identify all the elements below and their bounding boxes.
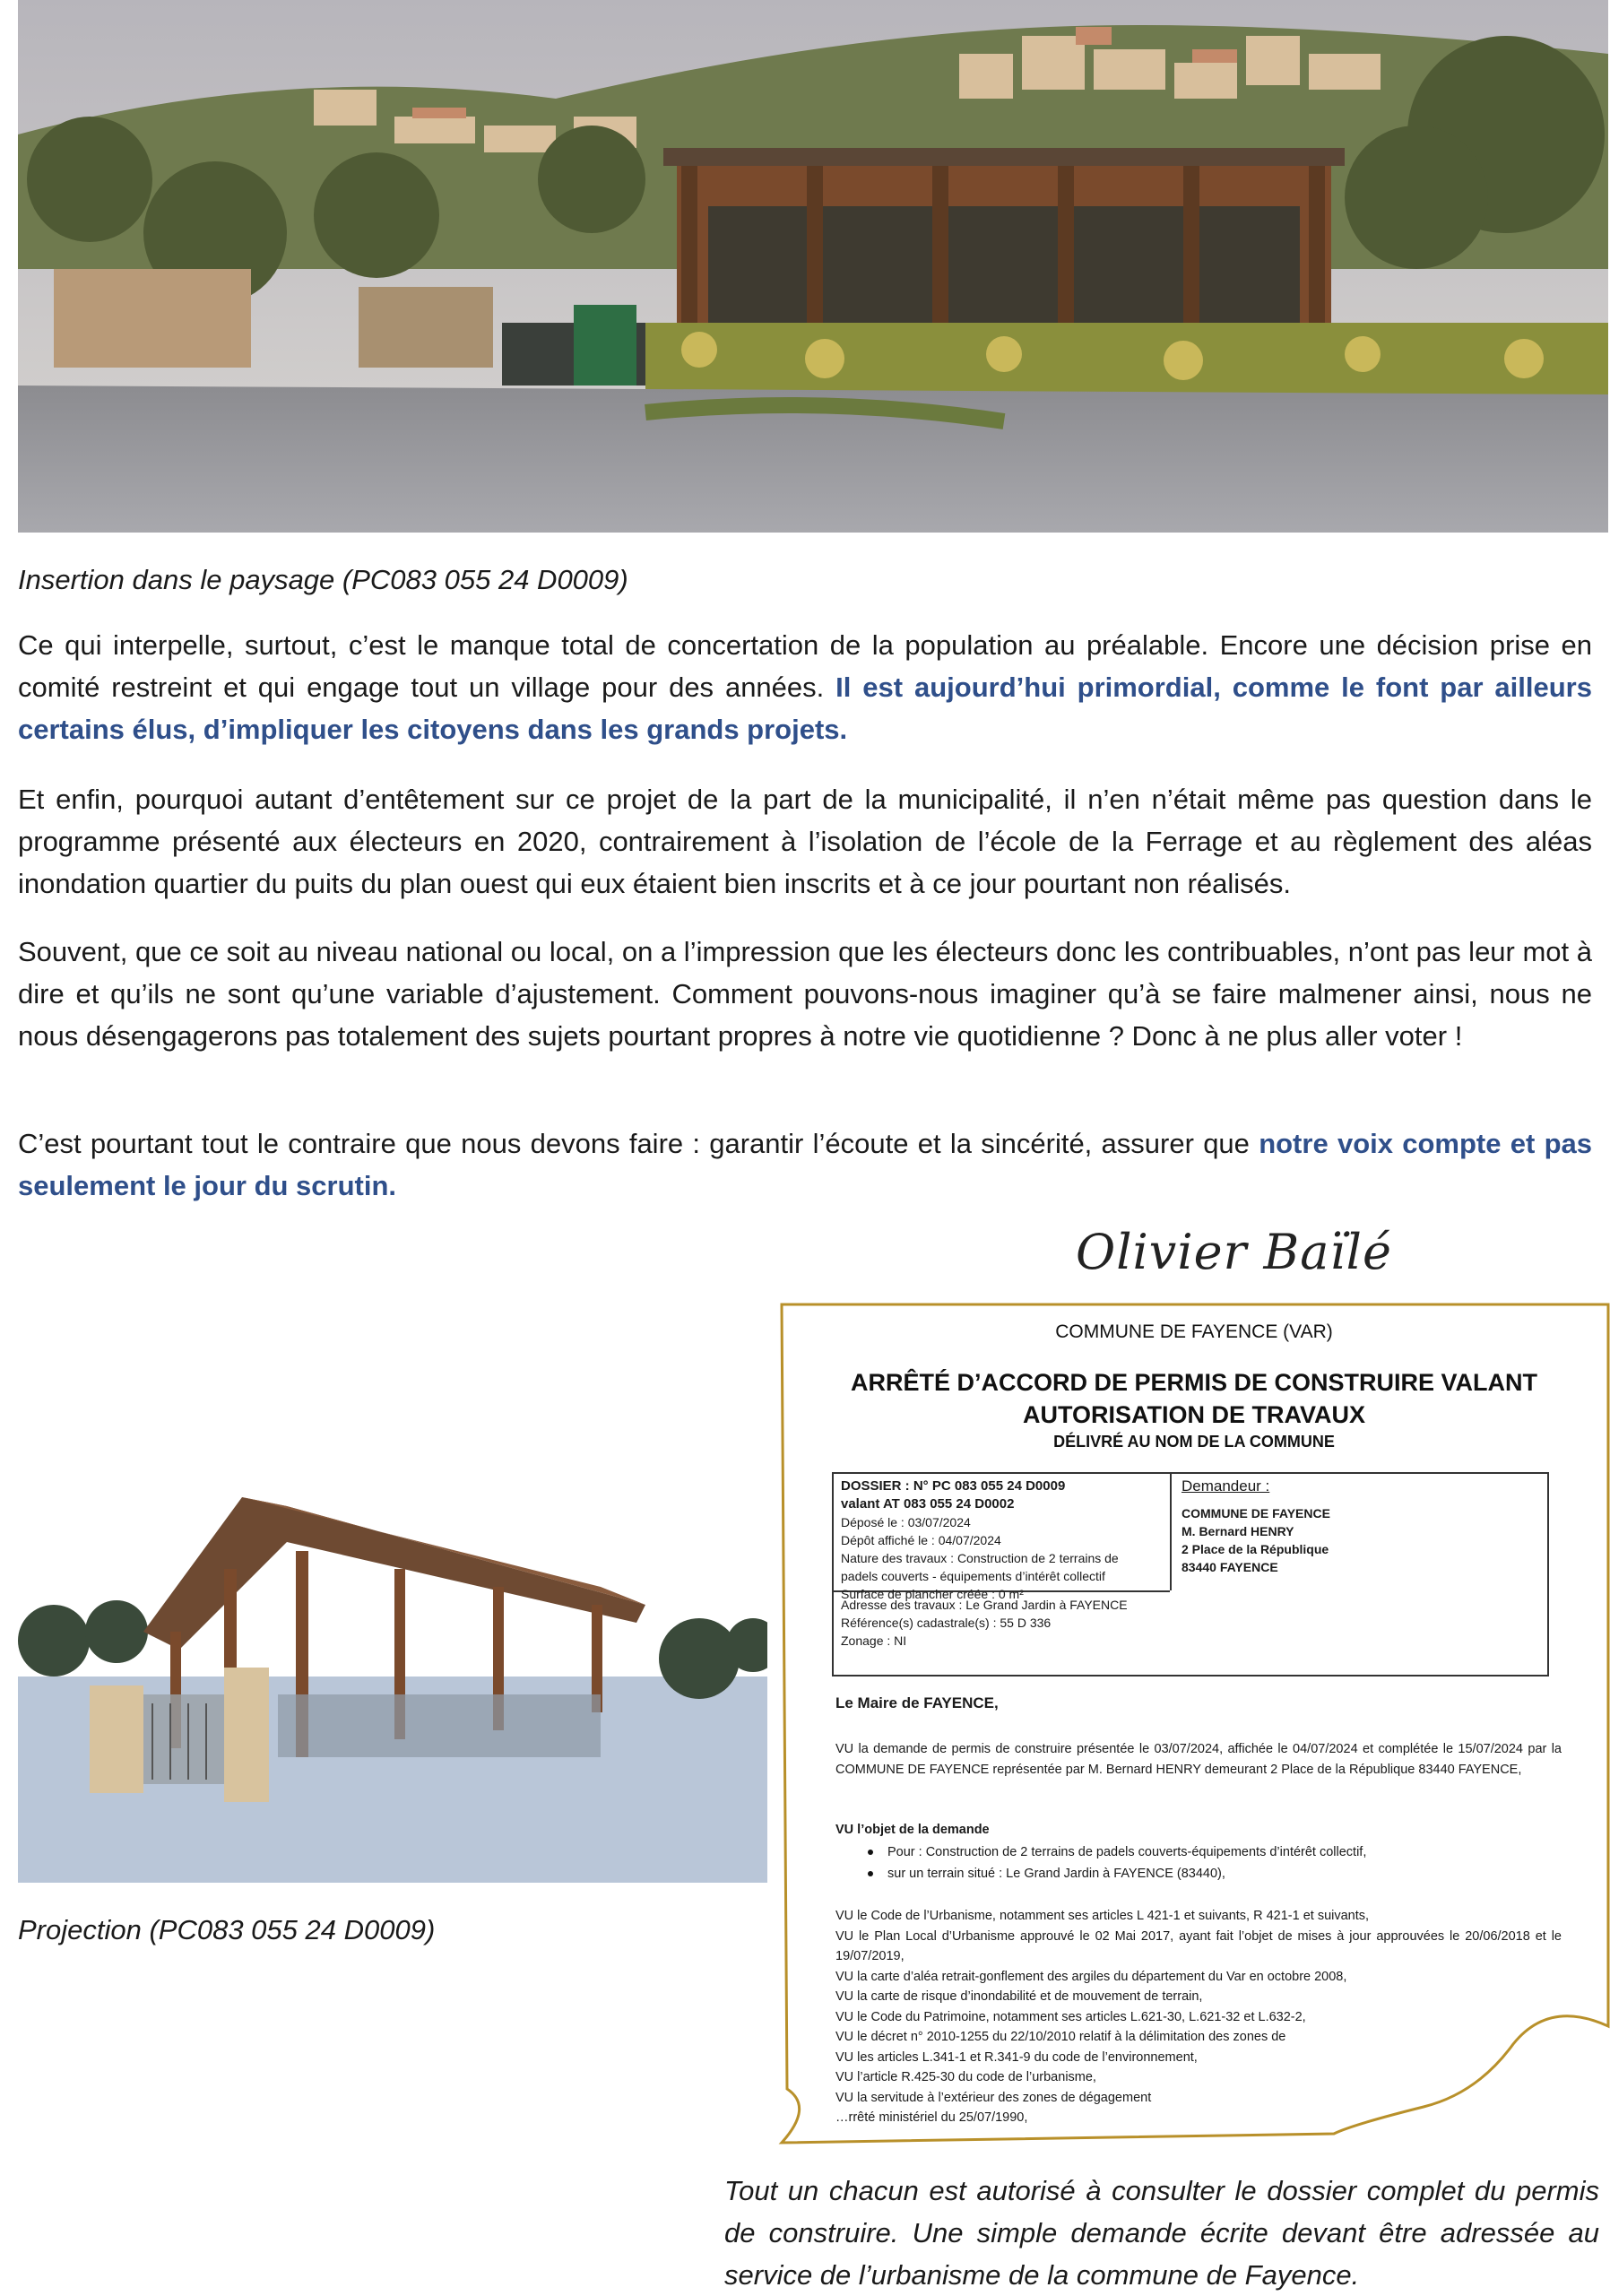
author-signature: Olivier Baïlé xyxy=(1076,1224,1392,1280)
objet-bullet-2-text: sur un terrain situé : Le Grand Jardin à FAYENCE (83440), xyxy=(887,1867,1225,1881)
document-vu-demande: VU la demande de permis de construire présentée le 03/07/2024, affichée le 04/07/2024 et complétée le 15/07/2024 par la COMMUNE DE FAYENCE représentée par M. Bernard HENRY demeurant 2 Place de la République 83440 FAYENCE, xyxy=(835,1742,1562,1777)
objet-bullet-2 xyxy=(868,1863,1366,1884)
vu-item: VU l’article R.425-30 du code de l’urbanisme, xyxy=(835,2070,1096,2084)
projection-photo xyxy=(18,1479,767,1883)
document-commune: COMMUNE DE FAYENCE (VAR) xyxy=(1055,1321,1333,1342)
projection-caption: Projection (PC083 055 24 D0009) xyxy=(18,1914,436,1945)
box-divider xyxy=(1170,1474,1172,1590)
demandeur-address: 2 Place de la République xyxy=(1182,1542,1329,1556)
document-dossier-box xyxy=(832,1472,1549,1677)
paragraph-conclusion xyxy=(18,1122,1592,1207)
paragraph-concertation xyxy=(18,624,1592,750)
vu-item: …rrêté ministériel du 25/07/1990, xyxy=(835,2110,1028,2125)
document-vu-objet: VU l’objet de la demande xyxy=(835,1823,990,1837)
vu-item: VU la carte d’aléa retrait-gonflement des argiles du département du Var en octobre 2008, xyxy=(835,1969,1347,1984)
demandeur-block xyxy=(1182,1477,1540,1576)
dossier-surface: Surface de plancher créée : 0 m² xyxy=(841,1587,1024,1601)
vu-item: VU la servitude à l’extérieur des zones de dégagement xyxy=(835,2090,1152,2105)
document-vu-list xyxy=(835,1906,1562,2128)
paragraph-concertation-text: Ce qui interpelle, surtout, c’est le manque total de concertation de la population au préalable. Encore une décision prise en comité restreint et qui engage tout un village pour des années. xyxy=(18,629,1592,703)
dossier-zonage: Zonage : NI xyxy=(841,1633,907,1648)
demandeur-name: COMMUNE DE FAYENCE xyxy=(1182,1506,1330,1521)
dossier-depot-affiche: Dépôt affiché le : 04/07/2024 xyxy=(841,1533,1001,1547)
document-objet-bullets xyxy=(868,1841,1366,1884)
dossier-block-bottom xyxy=(841,1596,1164,1650)
vu-item: VU le Code de l’Urbanisme, notamment ses articles L 421-1 et suivants, R 421-1 et suivants, xyxy=(835,1909,1370,1923)
document-delivered: DÉLIVRÉ AU NOM DE LA COMMUNE xyxy=(1053,1433,1335,1451)
document-maire: Le Maire de FAYENCE, xyxy=(835,1694,999,1711)
objet-bullet-1-text: Pour : Construction de 2 terrains de padels couverts-équipements d’intérêt collectif, xyxy=(887,1845,1367,1859)
demandeur-rep: M. Bernard HENRY xyxy=(1182,1524,1294,1538)
landscape-caption: Insertion dans le paysage (PC083 055 24 D0009) xyxy=(18,564,628,595)
consultation-note: Tout un chacun est autorisé à consulter le dossier complet du permis de construire. Une simple demande écrite devant être adressée au service de l’urbanisme de la commune de Fayence. xyxy=(724,2175,1599,2291)
document-title xyxy=(778,1366,1610,1431)
paragraph-electeurs: Souvent, que ce soit au niveau national ou local, on a l’impression que les électeurs donc les contribuables, n’ont pas leur mot à dire et qu’ils ne sont qu’une variable d’ajustement. Comment pouvons-nous imaginer qu’à se faire malmener ainsi, nous ne nous désengagerons pas totalement des sujets pourtant propres à notre vie quotidienne ? Donc à ne plus aller voter ! xyxy=(18,936,1593,1052)
dossier-depose: Déposé le : 03/07/2024 xyxy=(841,1515,971,1529)
dossier-number: DOSSIER : N° PC 083 055 24 D0009 xyxy=(841,1478,1066,1494)
vu-item: VU le Code du Patrimoine, notamment ses articles L.621-30, L.621-32 et L.632-2, xyxy=(835,2009,1306,2024)
dossier-adresse: Adresse des travaux : Le Grand Jardin à FAYENCE xyxy=(841,1598,1128,1612)
dossier-nature-1: Nature des travaux : Construction de 2 terrains de xyxy=(841,1551,1119,1565)
paragraph-conclusion-text: C’est pourtant tout le contraire que nous devons faire : garantir l’écoute et la sincérité, assurer que xyxy=(18,1128,1250,1159)
landscape-insertion-photo xyxy=(18,0,1608,533)
dossier-at: valant AT 083 055 24 D0002 xyxy=(841,1496,1015,1512)
vu-item: VU les articles L.341-1 et R.341-9 du code de l’environnement, xyxy=(835,2049,1198,2065)
permit-document-excerpt xyxy=(778,1300,1610,2153)
paragraph-entetement: Et enfin, pourquoi autant d’entêtement sur ce projet de la part de la municipalité, il n’en n’était même pas question dans le programme présenté aux électeurs en 2020, contrairement à l’isolation de l’école de la Ferrage et au règlement des aléas inondation quartier du puits du plan ouest qui eux étaient bien inscrits et à ce jour pourtant non réalisés. xyxy=(18,784,1592,899)
dossier-nature-2: padels couverts - équipements d’intérêt collectif xyxy=(841,1569,1105,1583)
vu-item: VU le Plan Local d’Urbanisme approuvé le 02 Mai 2017, ayant fait l’objet de mises à jour approuvées le 20/06/2018 et le 19/07/2019, xyxy=(835,1928,1562,1963)
dossier-reference: Référence(s) cadastrale(s) : 55 D 336 xyxy=(841,1616,1052,1630)
demandeur-label: Demandeur : xyxy=(1182,1477,1270,1495)
demandeur-city: 83440 FAYENCE xyxy=(1182,1560,1278,1574)
objet-bullet-1 xyxy=(868,1841,1366,1863)
paragraph-conclusion-highlight: notre voix compte et pas seulement le jour du scrutin. xyxy=(18,1128,1592,1201)
vu-item: VU le décret n° 2010-1255 du 22/10/2010 relatif à la délimitation des zones de xyxy=(835,2030,1286,2044)
paragraph-concertation-highlight: Il est aujourd’hui primordial, comme le font par ailleurs certains élus, d’impliquer les citoyens dans les grands projets. xyxy=(18,671,1592,745)
vu-item: VU la carte de risque d’inondabilité et de mouvement de terrain, xyxy=(835,1989,1203,2004)
document-title-line1: ARRÊTÉ D’ACCORD DE PERMIS DE CONSTRUIRE VALANT xyxy=(850,1369,1538,1396)
dossier-block xyxy=(841,1477,1164,1603)
document-title-line2: AUTORISATION DE TRAVAUX xyxy=(1022,1401,1365,1428)
